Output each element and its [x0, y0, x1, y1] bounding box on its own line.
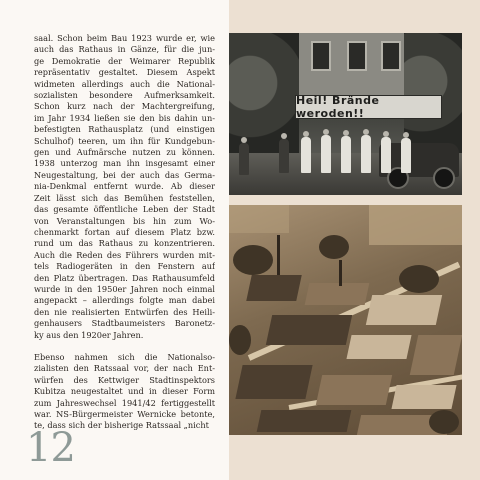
body-paragraph-1 [34, 33, 215, 341]
text-line: war. NS-Bürgermeister Wernicke betonte, [34, 409, 215, 419]
text-line: würfen des Kettwiger Stadtinspektors [34, 374, 215, 385]
text-line: Kubitza neugestaltet und in dieser Form [34, 386, 215, 397]
text-line: Zeit lässt sich das Bemühen feststellen, [34, 192, 215, 203]
text-line: widmeten allerdings auch die National- [34, 78, 215, 89]
text-line: te, dass sich der bisherige Ratssaal „nicht [34, 420, 209, 431]
text-line: genhausers Stadtbaumeisters Baronetz- [34, 318, 215, 329]
text-line: chenmarkt fortan auf diesem Platz bzw. [34, 226, 215, 237]
text-line: repräsentativ gestaltet. Diesem Aspekt [34, 67, 215, 78]
text-line: auch das Rathaus in Gänze, für die jun- [34, 44, 215, 55]
banner-sign [295, 95, 442, 119]
text-line: angepackt – allerdings folgte man dabei [34, 295, 215, 306]
text-line: den nie realisierten Entwürfen des Heili- [34, 306, 215, 317]
body-paragraph-2 [34, 352, 215, 432]
text-line: das gesamte öffentliche Leben der Stadt [34, 204, 215, 215]
aerial-photo-town [229, 205, 462, 435]
historic-photo-town-hall [229, 33, 462, 195]
text-line: zum Jahreswechsel 1941/42 fertiggestellt [34, 397, 215, 408]
text-line: Neugestaltung, bei der auch das Germa- [34, 169, 215, 180]
text-line: befestigten Rathausplatz (und einstigen [34, 124, 215, 135]
page-number: 12 [26, 425, 75, 471]
text-line: tels Radiogeräten in den Fenstern auf [34, 261, 215, 272]
banner-text: Heil! Brände weroden!! [296, 94, 380, 120]
text-line: rund um das Rathaus zu konzentrieren. [34, 238, 215, 249]
text-line: zialisten den Ratssaal vor, der nach Ent- [34, 363, 215, 374]
text-line: ky aus den 1920er Jahren. [34, 329, 144, 340]
text-line: saal. Schon beim Bau 1923 wurde er, wie [34, 33, 215, 43]
text-line: wurde in den 1950er Jahren noch einmal [34, 283, 215, 294]
body-text-column [34, 33, 215, 432]
text-line: Auch die Reden des Führers wurden mit- [34, 249, 215, 260]
text-line: den Platz übertragen. Das Rathausumfeld [34, 272, 215, 283]
text-line: Schulhof) teeren, um ihn für Kundgebun- [34, 135, 215, 146]
text-line: nia-Denkmal entfernt wurde. Ab dieser [34, 181, 215, 192]
text-line: von Veranstaltungen bis hin zum Wo- [34, 215, 215, 226]
text-line: 1938 unterzog man ihn insgesamt einer [34, 158, 215, 169]
text-line: im Jahr 1934 ließen sie den bis dahin un- [34, 112, 215, 123]
text-line: Schon kurz nach der Machtergreifung, [34, 101, 215, 112]
text-line: ge Demokratie der Weimarer Republik [34, 55, 215, 66]
text-line: sozialisten besondere Aufmerksamkeit. [34, 90, 215, 101]
text-line: gen und Aufmärsche nutzen zu können. [34, 147, 215, 158]
text-line: Ebenso nahmen sich die Nationalso- [34, 351, 215, 362]
